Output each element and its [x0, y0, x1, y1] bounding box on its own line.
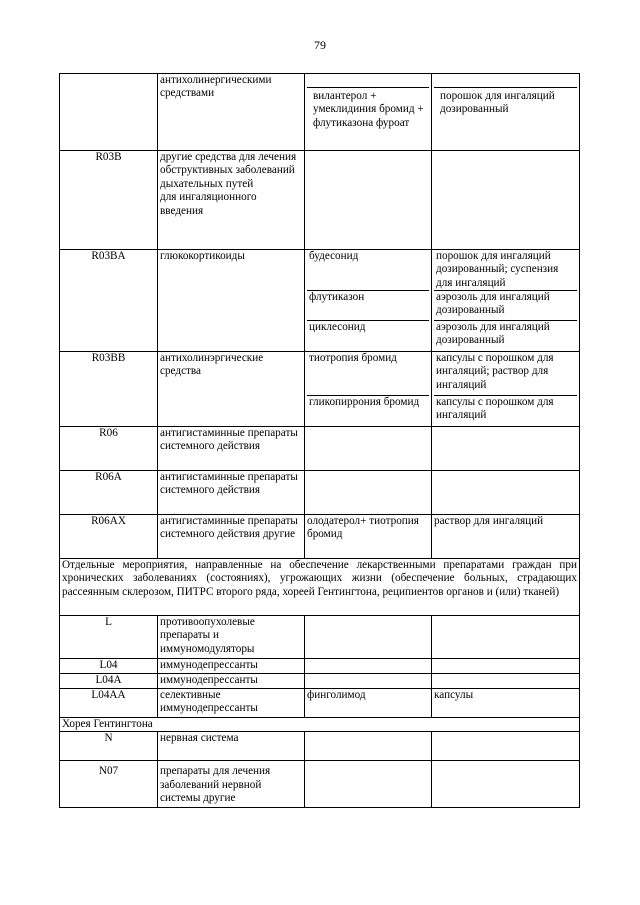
- atc-name-cell: [158, 352, 305, 427]
- dosage-form: аэрозоль для ингаляций дозированный: [434, 320, 577, 349]
- dosage-form-cell: [432, 761, 580, 808]
- dosage-form: порошок для ингаляций дозированный: [434, 87, 577, 117]
- atc-name-cell: противоопухолевые препараты и иммуномодуляторы: [158, 616, 305, 659]
- atc-code-cell: R03BB: [60, 352, 158, 427]
- atc-name-cell: антигистаминные препараты системного действия: [158, 471, 305, 515]
- atc-name-line: глюкокортикоиды: [160, 250, 245, 262]
- drug-name-cell: [305, 659, 432, 674]
- page-number: 79: [314, 38, 326, 52]
- dosage-form-cell: [432, 352, 580, 427]
- dosage-form-cell: капсулы: [432, 689, 580, 718]
- dosage-form-cell: [432, 250, 580, 352]
- atc-code-cell: R03B: [60, 151, 158, 250]
- drug-name: вилантерол + умеклидиния бромид + флутиказона фуроат: [307, 87, 429, 130]
- table-row: [60, 559, 580, 616]
- drug-name-cell: [305, 74, 432, 151]
- atc-name-cell: антигистаминные препараты системного действия другие: [158, 515, 305, 559]
- dosage-form-cell: [432, 74, 580, 151]
- atc-name-line: средствами: [160, 87, 215, 100]
- table-row: [60, 718, 580, 732]
- table-row: [60, 732, 580, 761]
- atc-code-cell: L04AA: [60, 689, 158, 718]
- table-row: [60, 352, 580, 427]
- section-note: Отдельные мероприятия, направленные на обеспечение лекарственными препаратами граждан при хронических заболеваниях (состояниях), угрожающих жизни (обеспечение больных, страдающих рассеянным склерозом, ПИТРС второго ряда, хореей Гентингтона, реципиентов органов и (или) тканей): [60, 559, 580, 616]
- atc-name-line: другие средства для лечения обструктивных заболеваний дыхательных путей: [160, 151, 297, 190]
- atc-name-line: для ингаляционного введения: [160, 191, 257, 217]
- dosage-form-cell: [432, 151, 580, 250]
- drug-name: тиотропия бромид: [309, 352, 397, 364]
- drug-list-table: [59, 73, 580, 808]
- table-row: [60, 471, 580, 515]
- atc-name-cell: иммунодепрессанты: [158, 674, 305, 689]
- table-row: [60, 689, 580, 718]
- table-row: [60, 761, 580, 808]
- drug-name-cell: [305, 674, 432, 689]
- table-row: [60, 674, 580, 689]
- dosage-form-cell: [432, 674, 580, 689]
- table-row: [60, 427, 580, 471]
- drug-name-cell: [305, 616, 432, 659]
- drug-name-cell: олодатерол+ тиотропия бромид: [305, 515, 432, 559]
- atc-code-cell: R06: [60, 427, 158, 471]
- dosage-form-cell: [432, 616, 580, 659]
- dosage-form-cell: [432, 732, 580, 761]
- dosage-form: порошок для ингаляций дозированный; суспензия для ингаляций: [436, 250, 559, 289]
- atc-code-cell: L04A: [60, 674, 158, 689]
- drug-name: будесонид: [309, 250, 359, 262]
- table-row: [60, 250, 580, 352]
- atc-code-cell: [60, 74, 158, 151]
- drug-name-cell: [305, 732, 432, 761]
- atc-name-cell: иммунодепрессанты: [158, 659, 305, 674]
- atc-code-cell: N07: [60, 761, 158, 808]
- table-row: [60, 616, 580, 659]
- dosage-form: капсулы с порошком для ингаляций; раствор для ингаляций: [436, 352, 554, 391]
- drug-name-cell: [305, 352, 432, 427]
- table-row: [60, 515, 580, 559]
- atc-code-cell: R03BA: [60, 250, 158, 352]
- atc-code-cell: R06A: [60, 471, 158, 515]
- dosage-form-cell: [432, 427, 580, 471]
- table-row: [60, 74, 580, 151]
- drug-name: гликопиррония бромид: [307, 395, 429, 425]
- drug-name-cell: [305, 151, 432, 250]
- atc-code-cell: L: [60, 616, 158, 659]
- drug-name-cell: [305, 427, 432, 471]
- section-note: Хорея Гентингтона: [60, 718, 580, 732]
- dosage-form-cell: [432, 659, 580, 674]
- dosage-form-cell: раствор для ингаляций: [432, 515, 580, 559]
- drug-name-cell: финголимод: [305, 689, 432, 718]
- table-row: [60, 151, 580, 250]
- atc-name-cell: нервная система: [158, 732, 305, 761]
- dosage-form-cell: [432, 471, 580, 515]
- atc-name-cell: препараты для лечения заболеваний нервной системы другие: [158, 761, 305, 808]
- drug-name-cell: [305, 761, 432, 808]
- table-row: [60, 659, 580, 674]
- atc-code-cell: L04: [60, 659, 158, 674]
- atc-name-line: антихолинергическими: [160, 74, 272, 86]
- dosage-form: [434, 74, 577, 87]
- atc-name-cell: [158, 250, 305, 352]
- dosage-form: аэрозоль для ингаляций дозированный: [434, 290, 577, 320]
- drug-name: [307, 74, 429, 87]
- drug-name: циклесонид: [307, 320, 429, 349]
- atc-name-cell: селективные иммунодепрессанты: [158, 689, 305, 718]
- drug-name: флутиказон: [307, 290, 429, 320]
- atc-name-cell: [158, 151, 305, 250]
- atc-code-cell: N: [60, 732, 158, 761]
- drug-name-cell: [305, 471, 432, 515]
- atc-name-line: антихолинэргические средства: [160, 352, 264, 378]
- dosage-form: капсулы с порошком для ингаляций: [434, 395, 577, 425]
- atc-name-cell: [158, 74, 305, 151]
- atc-name-cell: антигистаминные препараты системного действия: [158, 427, 305, 471]
- drug-name-cell: [305, 250, 432, 352]
- atc-code-cell: R06AX: [60, 515, 158, 559]
